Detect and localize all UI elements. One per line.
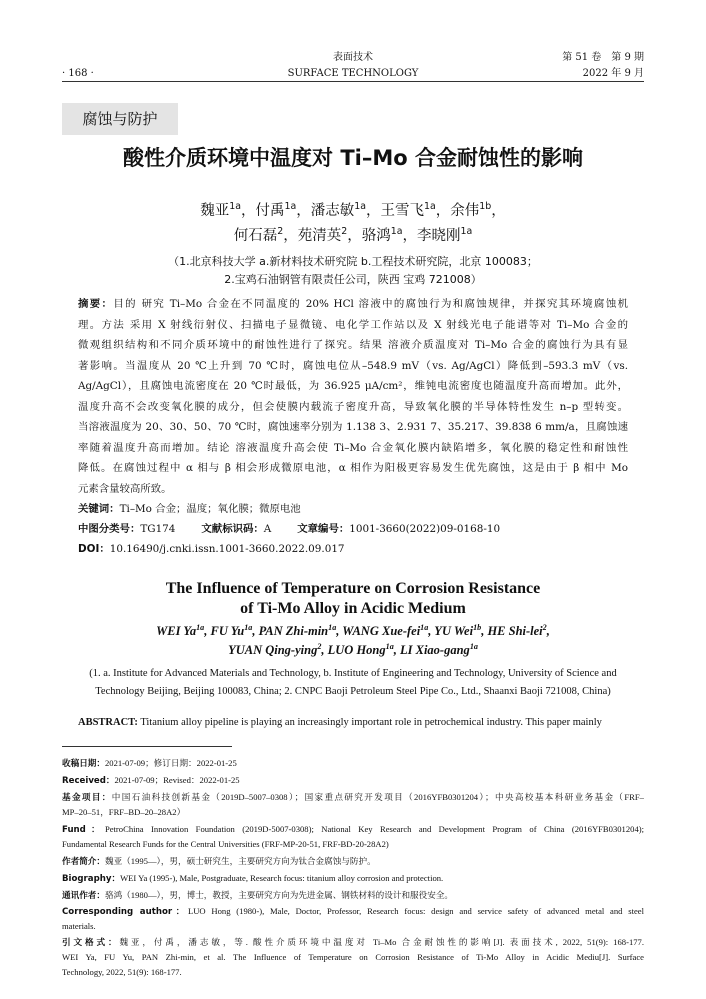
keywords: 关键词：Ti–Mo 合金；温度；氧化膜；微原电池 bbox=[78, 503, 301, 515]
abstract-cn-line: 著影响。当温度从 20 ℃上升到 70 ℃时，腐蚀电位从–548.9 mV（vs. Ag/AgCl）降低到–593.3 mV（vs. bbox=[78, 359, 628, 372]
issue-date: 2022 年 9 月 bbox=[582, 68, 644, 79]
footnote-line: Received：2021-07-09；Revised：2022-01-25 bbox=[62, 775, 240, 786]
footnote-line: materials. bbox=[62, 921, 96, 931]
affiliation-cn-line1: （1.北京科技大学 a.新材料技术研究院 b.工程技术研究院，北京 100083； bbox=[168, 255, 538, 268]
footnote-line: Fundamental Research Funds for the Central Universities (FRF-MP-20-51, FRF-BD-20-28A2) bbox=[62, 839, 389, 849]
volume-issue: 第 51 卷 第 9 期 bbox=[562, 52, 644, 63]
footnote-line: WEI Ya, FU Yu, PAN Zhi-min, et al. The Influence of Temperature on Corrosion Resistance of Ti-Mo Alloy in Acidic Mediu[J]. Surface bbox=[62, 952, 644, 962]
page-number: · 168 · bbox=[62, 68, 94, 79]
footnote-line: MP–20–51，FRF–BD–20–28A2） bbox=[62, 807, 186, 817]
doi: DOI：10.16490/j.cnki.issn.1001-3660.2022.09.017 bbox=[78, 543, 345, 555]
footnote-line: 基金项目：中国石油科技创新基金（2019D–5007–0308）；国家重点研究开发项目（2016YFB0301204）；中央高校基本科研业务基金（FRF– bbox=[62, 792, 644, 803]
abstract-cn-line: 理。方法 采用 X 射线衍射仪、扫描电子显微镜、电化学工作站以及 X 射线光电子能谱等对 Ti–Mo 合金的 bbox=[78, 318, 628, 331]
abstract-cn-line: 当溶液温度为 20、30、50、70 ℃时，腐蚀速率分别为 1.138 3、2.931 7、35.217、39.838 6 mm/a，且腐蚀速 bbox=[78, 421, 628, 433]
abstract-label: 摘要： bbox=[78, 298, 114, 310]
authors-en-line1: WEI $Ya^{1a}$, FU $Yu^{1a}$, PAN Zhi-$\min^{1a}$, WANG Xue-fei$^{1a}$, YU Wei$^{1b}$, HE Shi-lei$^2$, bbox=[156, 622, 550, 638]
footnote-line: Fund：PetroChina Innovation Foundation (2019D-5007-0308); National Key Research and Development Program of China (2016YFB0301204); bbox=[62, 824, 644, 835]
journal-name-cn: 表面技术 bbox=[333, 52, 373, 63]
section-tag: 腐蚀与防护 bbox=[62, 103, 178, 135]
footnote-line: 引文格式：魏亚，付禹，潘志敏，等. 酸性介质环境中温度对 Ti–Mo 合金耐蚀性的影响[J]. 表面技术, 2022, 51(9): 168-177. bbox=[62, 937, 644, 948]
authors-cn-line1: 魏亚$^{1a}$，付禹$^{1a}$，潘志敏$^{1a}$，王雪飞$^{1a}$，余伟$^{1b}$， bbox=[200, 201, 506, 219]
footnote-line: Biography：WEI Ya (1995-), Male, Postgraduate, Research focus: titanium alloy corrosion and protection. bbox=[62, 873, 444, 884]
abstract-cn-line: 温度升高不会改变氧化膜的成分，但会使膜内载流子密度升高，导致氧化膜的半导体特性发生 n–p 型转变。 bbox=[78, 400, 628, 413]
abstract-en: ABSTRACT: Titanium alloy pipeline is playing an increasingly important role in petrochemical industry. This paper mainly bbox=[78, 717, 602, 728]
abstract-cn-line: 摘要：目的 研究 Ti–Mo 合金在不同温度的 20% HCl 溶液中的腐蚀行为和腐蚀规律，并探究其环境腐蚀机 bbox=[78, 298, 628, 310]
affiliation-cn-line2: 2.宝鸡石油钢管有限责任公司，陕西 宝鸡 721008） bbox=[224, 273, 482, 286]
authors-cn-line2: 何石磊$^2$，苑清英$^2$，骆鸿$^{1a}$，李晓刚$^{1a}$ bbox=[233, 226, 473, 244]
affiliation-en-line2: Technology Beijing, Beijing 100083, China; 2. CNPC Baoji Petroleum Steel Pipe Co., Ltd., Shaanxi Baoji 721008, China) bbox=[95, 686, 611, 697]
header-rule bbox=[62, 81, 644, 82]
abstract-cn-line: Ag/AgCl），且腐蚀电流密度在 20 ℃时最低，为 36.925 μA/cm²，维钝电流密度也随温度升高而增加。此外， bbox=[78, 380, 628, 392]
footnote-line: 作者简介：魏亚（1995—），男，硕士研究生，主要研究方向为钛合金腐蚀与防护。 bbox=[62, 856, 376, 867]
journal-name-en: SURFACE TECHNOLOGY bbox=[287, 68, 419, 79]
authors-en-line2: YUAN Qing-ying$^2$, LUO Hong$^{1a}$, LI Xiao-gang$^{1a}$ bbox=[228, 641, 478, 657]
footnote-line: Corresponding author：LUO Hong (1980-), Male, Doctor, Professor, Research focus: design and service safety of advanced metal and steel bbox=[62, 906, 644, 917]
affiliation-en-line1: (1. a. Institute for Advanced Materials and Technology, b. Institute of Engineering and Technology, University of Science and bbox=[89, 668, 617, 679]
abstract-cn-line: 率随着温度升高而增加。结论 溶液温度升高会使 Ti–Mo 合金氧化膜内缺陷增多，氧化膜的稳定性和耐蚀性 bbox=[78, 441, 628, 454]
classification: 中图分类号：TG174 文献标识码：A 文章编号：1001-3660(2022)09-0168-10 bbox=[78, 523, 501, 535]
title-en-line1: The Influence of Temperature on Corrosion Resistance bbox=[165, 580, 541, 597]
title-en-line2: of Ti-Mo Alloy in Acidic Medium bbox=[240, 600, 466, 617]
footnote-line: Technology, 2022, 51(9): 168-177. bbox=[62, 967, 182, 977]
footnote-line: 收稿日期：2021-07-09；修订日期：2022-01-25 bbox=[62, 758, 237, 769]
footnote-line: 通讯作者：骆鸿（1980—），男，博士，教授，主要研究方向为先进金属、钢铁材料的设计和服役安全。 bbox=[62, 890, 454, 901]
abstract-cn-line: 微观组织结构和不同介质环境中的耐蚀性进行了探究。结果 溶液介质温度对 Ti–Mo 合金的腐蚀行为具有显 bbox=[78, 339, 628, 351]
abstract-cn-line: 降低。在腐蚀过程中 α 相与 β 相会形成微原电池，α 相作为阳极更容易发生优先腐蚀，这是由于 β 相中 Mo bbox=[78, 462, 628, 474]
title-cn: 酸性介质环境中温度对 Ti–Mo 合金耐蚀性的影响 bbox=[123, 146, 583, 170]
footnote-rule bbox=[62, 746, 232, 747]
abstract-cn-line: 元素含量较高所致。 bbox=[78, 482, 172, 495]
